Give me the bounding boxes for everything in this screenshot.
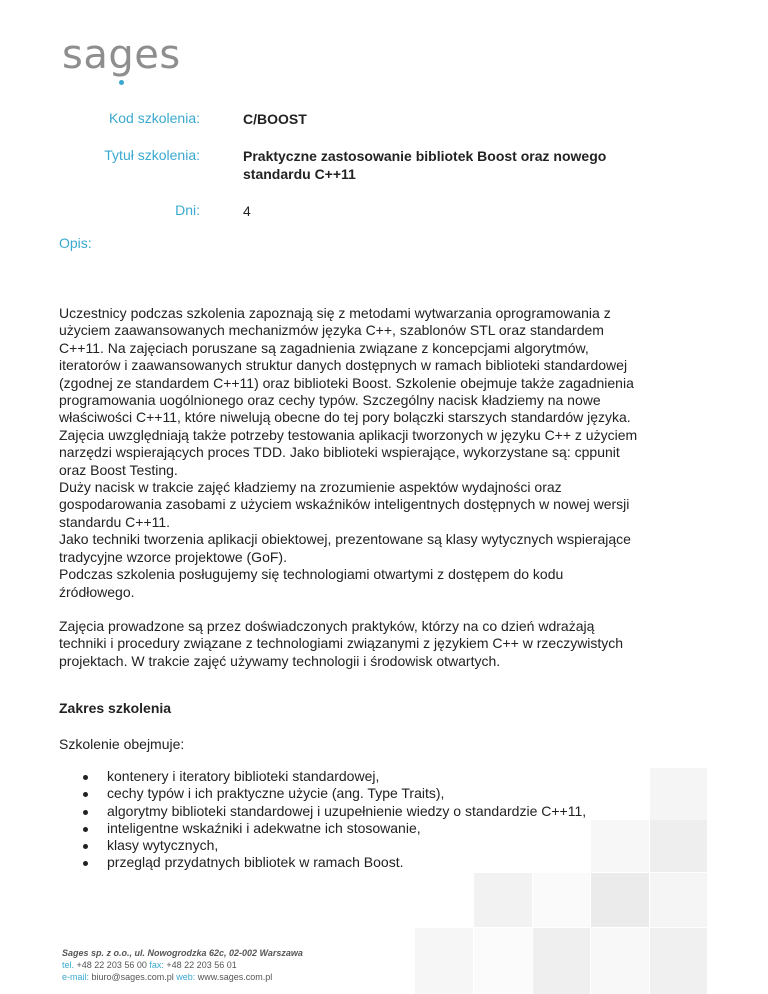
footer-contact <box>62 947 303 983</box>
list-item: inteligentne wskaźniki i adekwatne ich stosowanie, <box>80 820 586 837</box>
email-label: e-mail: <box>62 972 90 982</box>
scope-list <box>80 768 586 872</box>
text-line: Zajęcia prowadzone są przez doświadczonych praktyków, którzy na co dzień wdrażają <box>59 617 595 634</box>
text-line: Uczestnicy podczas szkolenia zapoznają się z metodami wytwarzania oprogramowania z <box>59 305 611 321</box>
scope-intro: Szkolenie obejmuje: <box>59 736 185 752</box>
days-value: 4 <box>243 203 251 219</box>
text-line: źródłowego. <box>59 583 135 600</box>
text-line: właściwości C++11, które niwelują obecne do tej pory bolączki starszych standardów języka. <box>59 409 631 426</box>
list-item: klasy wytycznych, <box>80 837 586 854</box>
text-line: Duży nacisk w trakcie zajęć kładziemy na zrozumienie aspektów wydajności oraz <box>59 479 562 496</box>
text-line: projektach. W trakcie zajęć używamy technologii i środowisk otwartych. <box>59 652 501 669</box>
text-line: programowania uogólnionego oraz cechy typów. Szczególny nacisk kładziemy na nowe <box>59 392 601 409</box>
web-label: web: <box>176 972 196 982</box>
title-label: Tytuł szkolenia: <box>104 147 200 163</box>
sages-logo <box>62 32 181 78</box>
logo-letter-g: g <box>108 32 134 78</box>
logo-dot-icon <box>119 80 124 85</box>
text-line: C++11. Na zajęciach poruszane są zagadnienia związane z koncepcjami algorytmów, <box>59 339 589 356</box>
logo-text-start: sa <box>62 32 109 78</box>
tel-label: tel. <box>62 960 75 970</box>
text-line: użyciem zaawansowanych mechanizmów języka C++, szablonów STL oraz standardem <box>59 322 604 339</box>
footer-email-line <box>62 971 303 983</box>
text-line: techniki i procedury związane z technologiami związanymi z językiem C++ w rzeczywistych <box>59 635 624 652</box>
text-line: gospodarowania zasobami z użyciem wskaźników inteligentnych dostępnych w nowej wersji <box>59 496 630 513</box>
title-line: standardu C++11 <box>243 166 356 182</box>
tel-value: +48 22 203 56 00 <box>76 960 147 970</box>
text-line: Jako techniki tworzenia aplikacji obiektowej, prezentowane są klasy wytycznych wspierające <box>59 531 631 548</box>
logo-text-end: es <box>134 32 181 78</box>
text-line: Podczas szkolenia posługujemy się technologiami otwartymi z dostępem do kodu <box>59 566 564 583</box>
text-line: tradycyjne wzorce projektowe (GoF). <box>59 548 287 565</box>
description-paragraph-1 <box>59 305 729 601</box>
web-link[interactable]: www.sages.com.pl <box>197 972 273 982</box>
fax-value: +48 22 203 56 01 <box>166 960 237 970</box>
description-body <box>59 305 729 670</box>
list-item: przegląd przydatnych bibliotek w ramach Boost. <box>80 854 586 871</box>
text-line: standardu C++11. <box>59 513 171 530</box>
title-value <box>243 147 663 183</box>
scope-title: Zakres szkolenia <box>59 700 172 716</box>
list-item: cechy typów i ich praktyczne użycie (ang. Type Traits), <box>80 785 586 802</box>
text-line: oraz Boost Testing. <box>59 461 178 478</box>
text-line: (zgodnej ze standardem C++11) oraz biblioteki Boost. Szkolenie obejmuje także zagadnienia <box>59 374 634 391</box>
title-line: Praktyczne zastosowanie bibliotek Boost oraz nowego <box>243 148 607 164</box>
fax-label: fax: <box>149 960 164 970</box>
days-label: Dni: <box>175 202 200 218</box>
description-heading: Opis: <box>59 235 92 251</box>
text-line: Zajęcia uwzględniają także potrzeby testowania aplikacji tworzonych w języku C++ z użyciem <box>59 426 638 443</box>
text-line: iteratorów i zaawansowanych struktur danych dostępnych w ramach biblioteki standardowej <box>59 357 628 374</box>
code-value: C/BOOST <box>243 111 307 127</box>
text-line: narzędzi wspierających proces TDD. Jako biblioteki wspierające, wykorzystane są: cppunit <box>59 444 620 461</box>
list-item: algorytmy biblioteki standardowej i uzupełnienie wiedzy o standardzie C++11, <box>80 803 586 820</box>
code-label: Kod szkolenia: <box>108 110 200 126</box>
footer-company: Sages sp. z o.o., ul. Nowogrodzka 62c, 02-002 Warszawa <box>62 948 303 958</box>
email-link[interactable]: biuro@sages.com.pl <box>91 972 174 982</box>
description-paragraph-2 <box>59 618 729 670</box>
footer-phone-line <box>62 959 303 971</box>
list-item: kontenery i iteratory biblioteki standardowej, <box>80 768 586 785</box>
